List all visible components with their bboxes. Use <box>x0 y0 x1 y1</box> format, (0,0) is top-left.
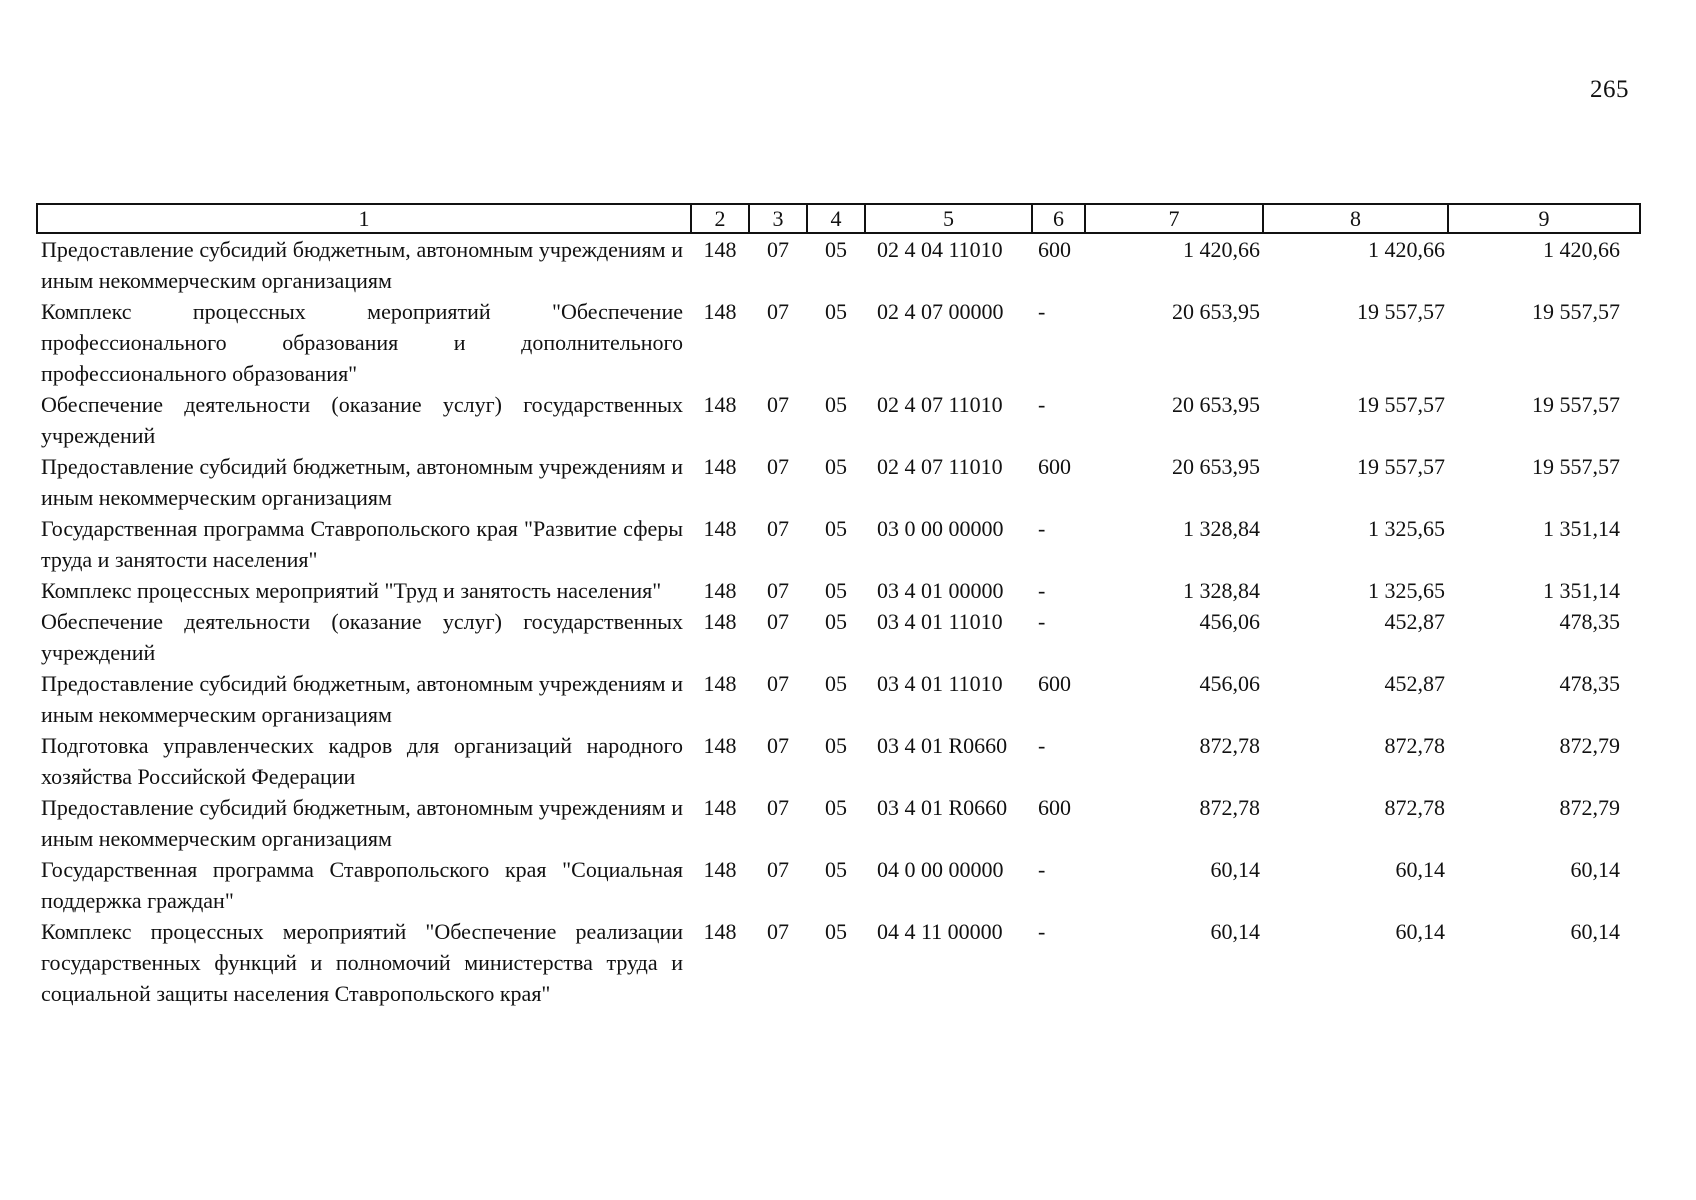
row-name: Комплекс процессных мероприятий "Труд и занятость населения" <box>41 578 662 603</box>
row-amount-col8: 452,87 <box>1384 671 1445 696</box>
row-section-code: 07 <box>767 299 789 324</box>
row-target-article: 02 4 07 11010 <box>877 454 1003 479</box>
row-target-article: 02 4 07 00000 <box>877 299 1004 324</box>
row-expense-type: - <box>1038 578 1046 603</box>
header-col-2: 2 <box>691 204 749 233</box>
row-section-code: 07 <box>767 609 789 634</box>
row-name: Комплекс процессных мероприятий "Обеспечение профессионального образования и дополнительного профессионального образования" <box>41 299 683 386</box>
row-amount-col9: 478,35 <box>1559 671 1620 696</box>
row-name: Подготовка управленческих кадров для организаций народного хозяйства Российской Федерации <box>41 733 683 789</box>
row-subsection-code: 05 <box>825 919 847 944</box>
row-section-code: 07 <box>767 733 789 758</box>
table-row <box>37 730 1640 792</box>
row-target-article: 03 4 01 R0660 <box>877 795 1008 820</box>
row-ministry-code: 148 <box>703 857 737 882</box>
row-subsection-code: 05 <box>825 392 847 417</box>
budget-table <box>36 203 1641 1009</box>
table-header <box>37 204 1640 233</box>
row-expense-type: 600 <box>1038 671 1071 696</box>
row-subsection-code: 05 <box>825 516 847 541</box>
table-row <box>37 233 1640 296</box>
row-subsection-code: 05 <box>825 857 847 882</box>
header-col-5: 5 <box>865 204 1032 233</box>
row-amount-col7: 1 420,66 <box>1183 237 1260 262</box>
row-amount-col7: 456,06 <box>1199 609 1260 634</box>
header-col-1: 1 <box>37 204 691 233</box>
row-amount-col9: 19 557,57 <box>1532 454 1620 479</box>
row-ministry-code: 148 <box>703 795 737 820</box>
row-amount-col7: 1 328,84 <box>1183 516 1260 541</box>
row-expense-type: 600 <box>1038 454 1071 479</box>
header-col-3: 3 <box>749 204 807 233</box>
row-amount-col9: 872,79 <box>1559 733 1620 758</box>
row-amount-col9: 1 420,66 <box>1543 237 1620 262</box>
row-section-code: 07 <box>767 857 789 882</box>
row-amount-col7: 60,14 <box>1210 857 1260 882</box>
header-col-7: 7 <box>1085 204 1263 233</box>
header-col-8: 8 <box>1263 204 1448 233</box>
header-row <box>37 204 1640 233</box>
row-expense-type: - <box>1038 609 1046 634</box>
row-amount-col7: 20 653,95 <box>1172 299 1260 324</box>
row-subsection-code: 05 <box>825 237 847 262</box>
row-ministry-code: 148 <box>703 578 737 603</box>
row-name: Комплекс процессных мероприятий "Обеспечение реализации государственных функций и полномочий министерства труда и социальной защиты населения Ставропольского края" <box>41 919 683 1006</box>
row-expense-type: - <box>1038 392 1046 417</box>
row-name: Предоставление субсидий бюджетным, автономным учреждениям и иным некоммерческим организациям <box>41 671 683 727</box>
row-expense-type: - <box>1038 733 1046 758</box>
table-row <box>37 451 1640 513</box>
row-amount-col9: 1 351,14 <box>1543 578 1620 603</box>
row-amount-col7: 1 328,84 <box>1183 578 1260 603</box>
row-amount-col7: 872,78 <box>1199 795 1260 820</box>
row-amount-col7: 456,06 <box>1199 671 1260 696</box>
row-ministry-code: 148 <box>703 299 737 324</box>
header-col-9: 9 <box>1448 204 1640 233</box>
row-target-article: 03 4 01 11010 <box>877 609 1003 634</box>
row-amount-col8: 60,14 <box>1395 919 1445 944</box>
row-expense-type: 600 <box>1038 795 1071 820</box>
row-section-code: 07 <box>767 671 789 696</box>
row-subsection-code: 05 <box>825 299 847 324</box>
row-section-code: 07 <box>767 237 789 262</box>
table-body <box>37 233 1640 1009</box>
row-amount-col7: 20 653,95 <box>1172 454 1260 479</box>
row-amount-col8: 872,78 <box>1384 733 1445 758</box>
row-section-code: 07 <box>767 578 789 603</box>
row-subsection-code: 05 <box>825 609 847 634</box>
row-amount-col8: 60,14 <box>1395 857 1445 882</box>
row-name: Предоставление субсидий бюджетным, автономным учреждениям и иным некоммерческим организациям <box>41 454 683 510</box>
row-amount-col7: 20 653,95 <box>1172 392 1260 417</box>
row-target-article: 03 0 00 00000 <box>877 516 1004 541</box>
row-amount-col7: 872,78 <box>1199 733 1260 758</box>
row-expense-type: - <box>1038 299 1046 324</box>
row-expense-type: - <box>1038 919 1046 944</box>
row-section-code: 07 <box>767 516 789 541</box>
row-ministry-code: 148 <box>703 392 737 417</box>
header-col-4: 4 <box>807 204 865 233</box>
row-amount-col9: 19 557,57 <box>1532 392 1620 417</box>
row-section-code: 07 <box>767 392 789 417</box>
row-subsection-code: 05 <box>825 795 847 820</box>
row-ministry-code: 148 <box>703 237 737 262</box>
table-row <box>37 792 1640 854</box>
row-name: Государственная программа Ставропольского края "Социальная поддержка граждан" <box>41 857 683 913</box>
row-target-article: 03 4 01 R0660 <box>877 733 1008 758</box>
row-expense-type: - <box>1038 857 1046 882</box>
row-expense-type: - <box>1038 516 1046 541</box>
row-amount-col8: 452,87 <box>1384 609 1445 634</box>
row-ministry-code: 148 <box>703 609 737 634</box>
row-target-article: 02 4 07 11010 <box>877 392 1003 417</box>
row-amount-col8: 19 557,57 <box>1357 299 1445 324</box>
table-row <box>37 606 1640 668</box>
row-amount-col9: 1 351,14 <box>1543 516 1620 541</box>
row-ministry-code: 148 <box>703 516 737 541</box>
row-target-article: 02 4 04 11010 <box>877 237 1003 262</box>
row-amount-col9: 872,79 <box>1559 795 1620 820</box>
row-name: Предоставление субсидий бюджетным, автономным учреждениям и иным некоммерческим организациям <box>41 795 683 851</box>
table-row <box>37 575 1640 606</box>
row-subsection-code: 05 <box>825 671 847 696</box>
row-target-article: 03 4 01 11010 <box>877 671 1003 696</box>
table-row <box>37 854 1640 916</box>
row-ministry-code: 148 <box>703 919 737 944</box>
row-ministry-code: 148 <box>703 733 737 758</box>
table-row <box>37 668 1640 730</box>
row-subsection-code: 05 <box>825 454 847 479</box>
row-section-code: 07 <box>767 454 789 479</box>
row-amount-col9: 478,35 <box>1559 609 1620 634</box>
row-amount-col8: 19 557,57 <box>1357 454 1445 479</box>
row-amount-col8: 1 420,66 <box>1368 237 1445 262</box>
header-col-6: 6 <box>1032 204 1085 233</box>
table-row <box>37 916 1640 1009</box>
row-section-code: 07 <box>767 795 789 820</box>
row-section-code: 07 <box>767 919 789 944</box>
row-expense-type: 600 <box>1038 237 1071 262</box>
row-target-article: 04 4 11 00000 <box>877 919 1003 944</box>
row-name: Обеспечение деятельности (оказание услуг) государственных учреждений <box>41 392 683 448</box>
row-name: Предоставление субсидий бюджетным, автономным учреждениям и иным некоммерческим организациям <box>41 237 683 293</box>
row-amount-col7: 60,14 <box>1210 919 1260 944</box>
row-ministry-code: 148 <box>703 671 737 696</box>
row-ministry-code: 148 <box>703 454 737 479</box>
row-subsection-code: 05 <box>825 733 847 758</box>
row-amount-col8: 1 325,65 <box>1368 578 1445 603</box>
row-amount-col8: 872,78 <box>1384 795 1445 820</box>
row-amount-col8: 19 557,57 <box>1357 392 1445 417</box>
row-subsection-code: 05 <box>825 578 847 603</box>
row-amount-col9: 60,14 <box>1570 919 1620 944</box>
row-amount-col9: 60,14 <box>1570 857 1620 882</box>
row-name: Государственная программа Ставропольского края "Развитие сферы труда и занятости населения" <box>41 516 683 572</box>
row-amount-col8: 1 325,65 <box>1368 516 1445 541</box>
table-row <box>37 513 1640 575</box>
row-target-article: 04 0 00 00000 <box>877 857 1004 882</box>
row-target-article: 03 4 01 00000 <box>877 578 1004 603</box>
table-row <box>37 389 1640 451</box>
row-name: Обеспечение деятельности (оказание услуг) государственных учреждений <box>41 609 683 665</box>
page-number: 265 <box>1590 76 1629 103</box>
row-amount-col9: 19 557,57 <box>1532 299 1620 324</box>
table-row <box>37 296 1640 389</box>
